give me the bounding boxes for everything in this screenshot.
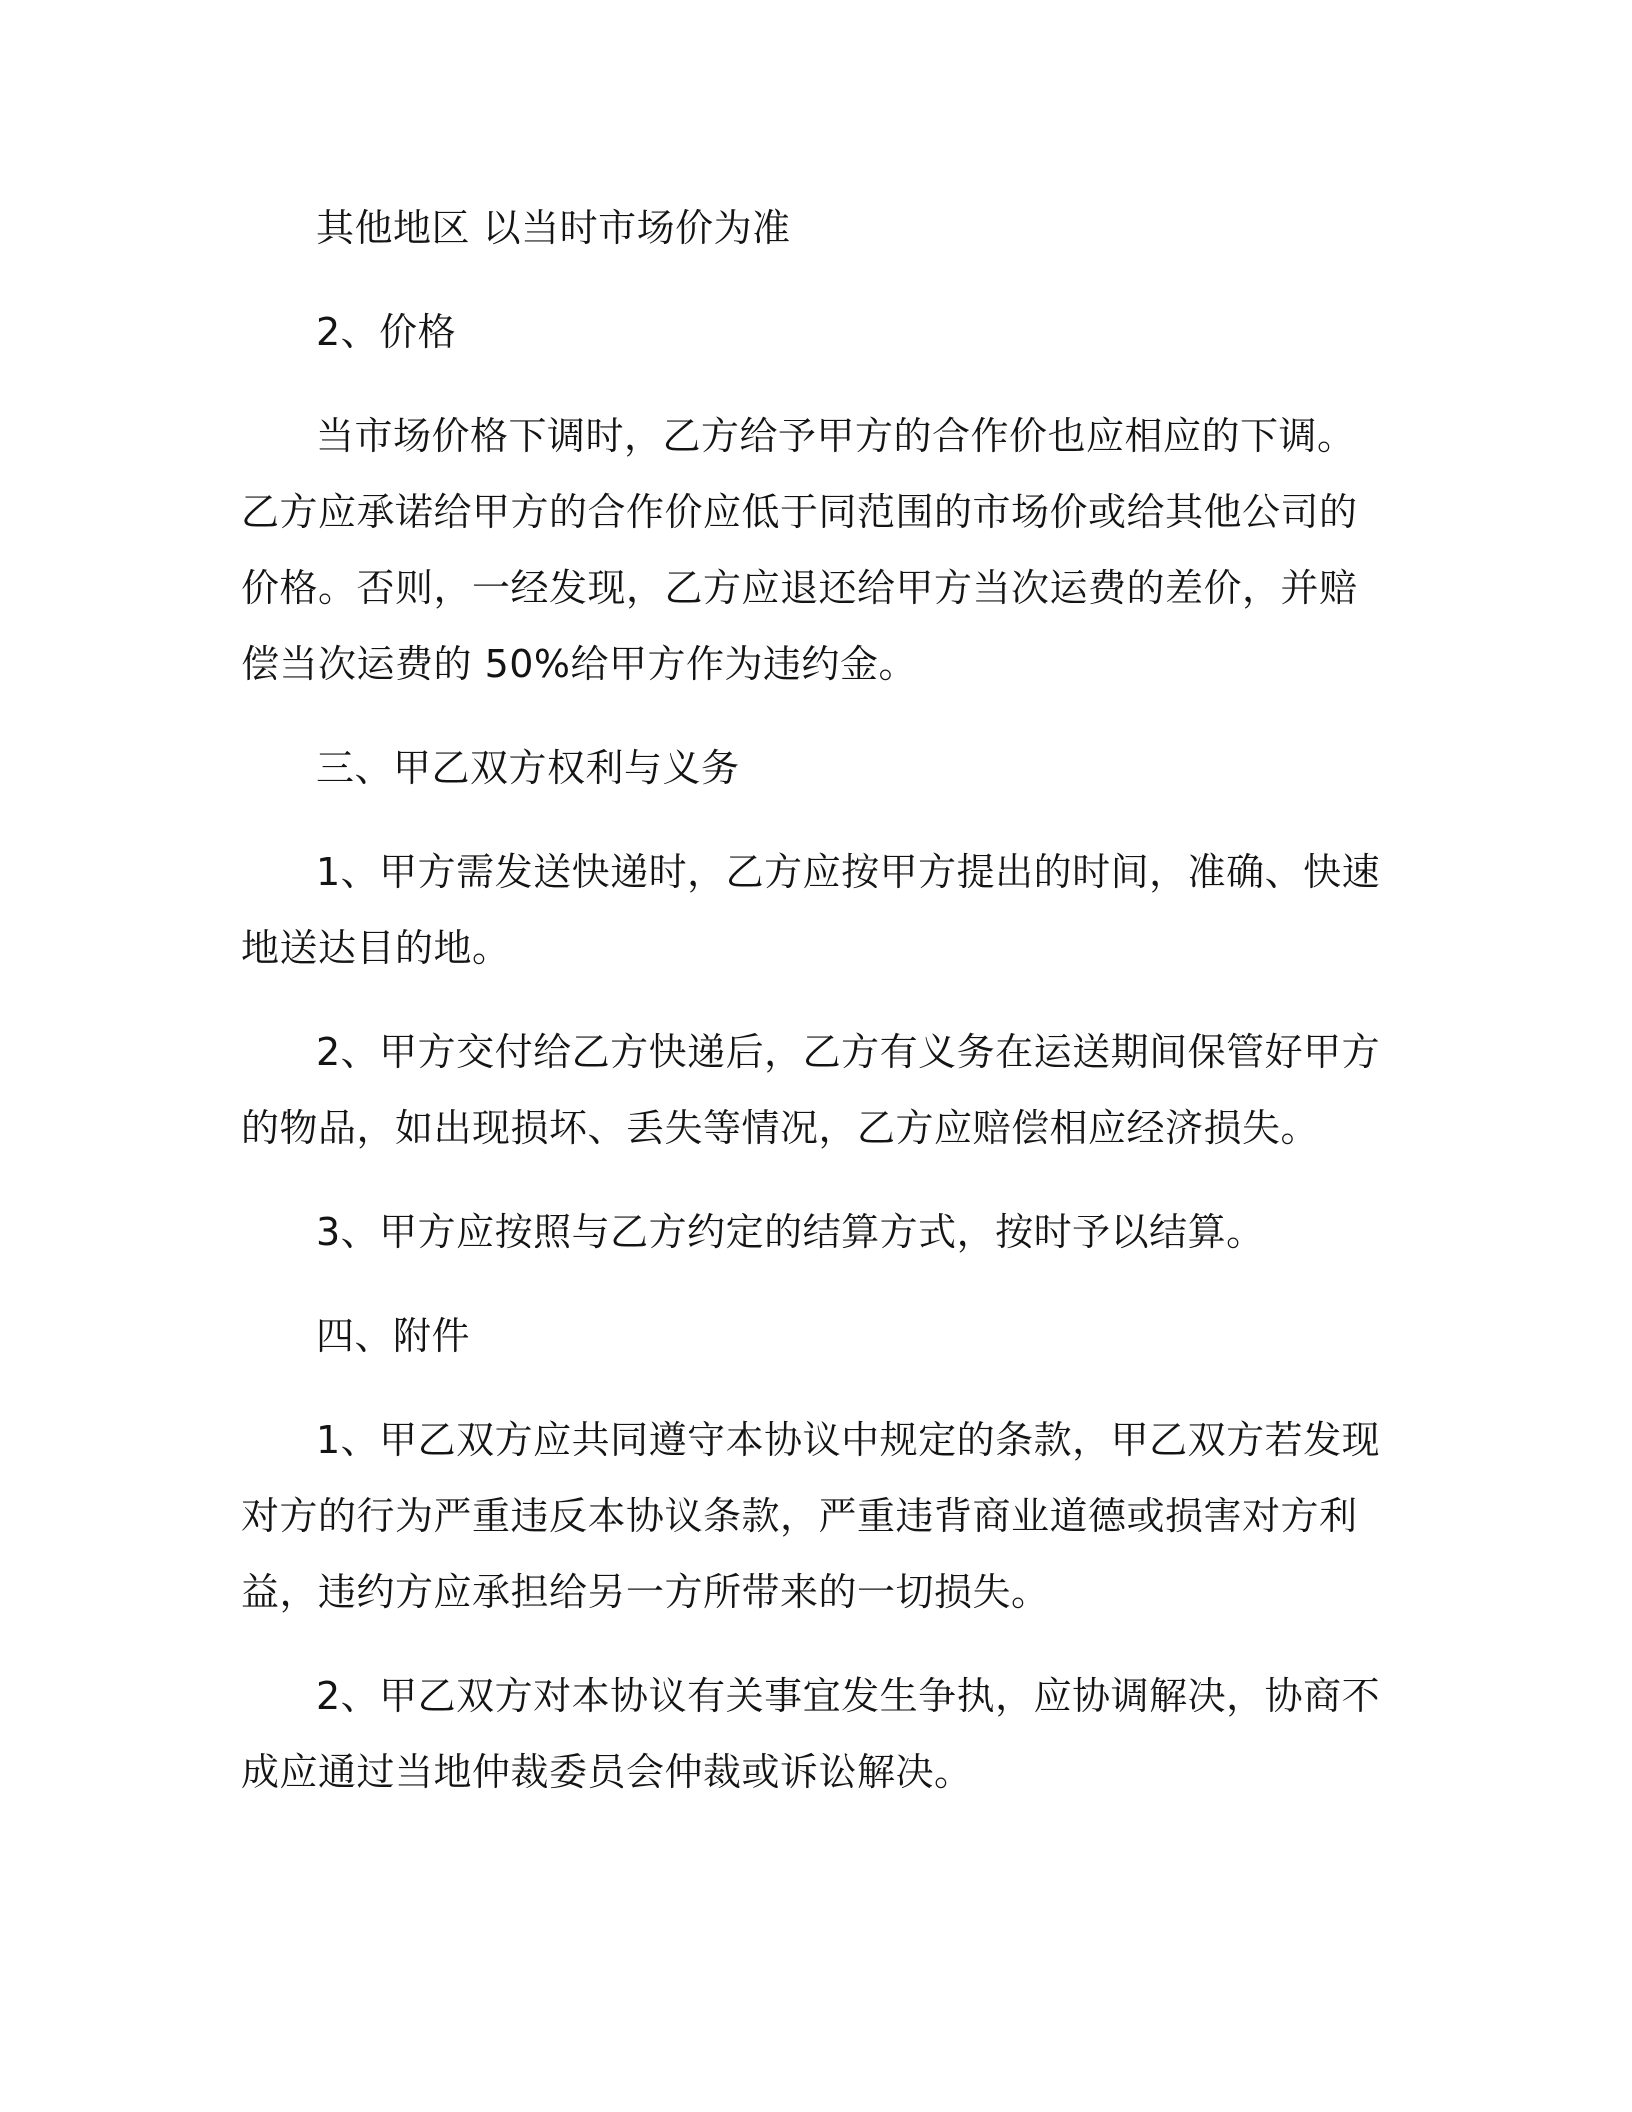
heading-rights-obligations: 三、甲乙双方权利与义务 — [316, 746, 740, 790]
paragraph-obligation-3: 3、甲方应按照与乙方约定的结算方式，按时予以结算。 — [316, 1210, 1265, 1254]
paragraph-price-adjustment: 当市场价格下调时，乙方给予甲方的合作价也应相应的下调。乙方应承诺给甲方的合作价应低于同范围的市场价或给其他公司的价格。否则，一经发现，乙方应退还给甲方当次运费的差价，并赔偿当次运费的 50%给甲方作为违约金。 — [241, 414, 1358, 686]
paragraph-attachment-2: 2、甲乙双方对本协议有关事宜发生争执，应协调解决，协商不成应通过当地仲裁委员会仲裁或诉讼解决。 — [241, 1674, 1381, 1794]
paragraph-obligation-2: 2、甲方交付给乙方快递后，乙方有义务在运送期间保管好甲方的物品，如出现损坏、丢失等情况，乙方应赔偿相应经济损失。 — [241, 1030, 1381, 1150]
paragraph-other-regions: 其他地区 以当时市场价为准 — [316, 206, 791, 250]
paragraph-attachment-1: 1、甲乙双方应共同遵守本协议中规定的条款，甲乙双方若发现对方的行为严重违反本协议条款，严重违背商业道德或损害对方利益，违约方应承担给另一方所带来的一切损失。 — [241, 1418, 1381, 1614]
document-body — [241, 190, 1391, 1838]
heading-price: 2、价格 — [316, 310, 457, 354]
paragraph-obligation-1: 1、甲方需发送快递时，乙方应按甲方提出的时间，准确、快速地送达目的地。 — [241, 850, 1381, 970]
heading-attachments: 四、附件 — [316, 1314, 471, 1358]
